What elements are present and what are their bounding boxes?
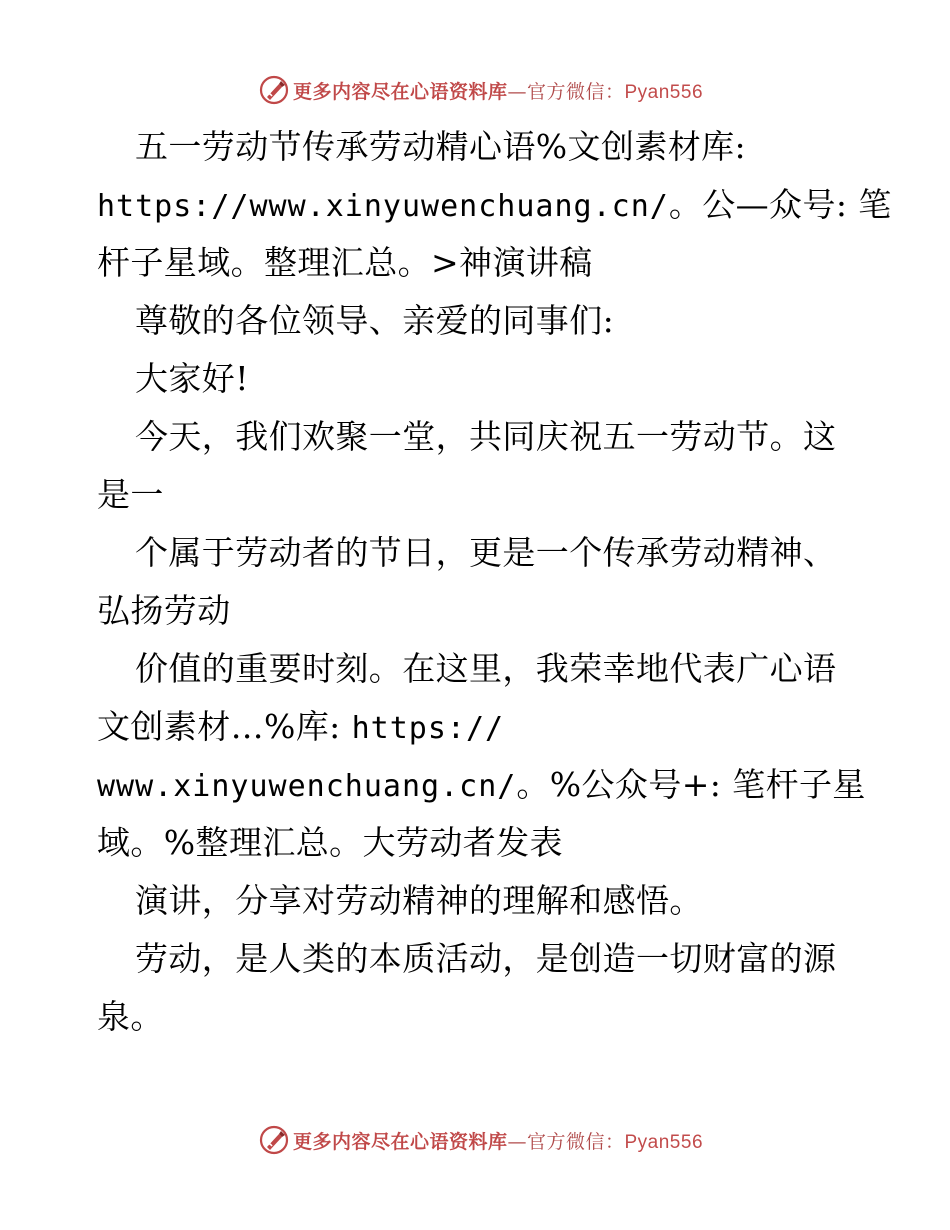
text-line bbox=[97, 756, 866, 814]
text-line: 弘扬劳动 bbox=[97, 591, 231, 630]
text-line: 个属于劳动者的节日，更是一个传承劳动精神、 bbox=[135, 533, 837, 572]
banner-sub-text: —官方微信： bbox=[507, 1130, 625, 1153]
text-segment: 文创素材…%库: bbox=[97, 707, 352, 746]
banner-main-text: 更多内容尽在心语资料库 bbox=[292, 80, 508, 103]
banner-sub-text: —官方微信： bbox=[507, 80, 625, 103]
url-text[interactable]: https://www.xinyuwenchuang.cn/ bbox=[97, 189, 669, 224]
banner-text bbox=[293, 1127, 703, 1154]
footer-banner bbox=[0, 1120, 950, 1160]
text-line bbox=[97, 176, 892, 234]
text-line: 域。%整理汇总。大劳动者发表 bbox=[97, 823, 563, 862]
banner-content[interactable] bbox=[259, 75, 703, 105]
text-line: 大家好! bbox=[135, 359, 249, 398]
text-line: 尊敬的各位领导、亲爱的同事们: bbox=[135, 301, 615, 340]
text-line: 今天，我们欢聚一堂，共同庆祝五一劳动节。这 bbox=[135, 417, 837, 456]
banner-content[interactable] bbox=[259, 1125, 703, 1155]
text-line: 演讲，分享对劳动精神的理解和感悟。 bbox=[135, 881, 703, 920]
banner-text bbox=[293, 77, 703, 104]
text-line: 是一 bbox=[97, 475, 164, 514]
banner-wechat-id: Pyan556 bbox=[624, 1131, 704, 1153]
url-text[interactable]: www.xinyuwenchuang.cn/ bbox=[97, 769, 517, 804]
text-line bbox=[97, 698, 857, 756]
text-line: 价值的重要时刻。在这里，我荣幸地代表广心语 bbox=[135, 649, 837, 688]
text-line: 杆子星域。整理汇总。>神演讲稿 bbox=[97, 243, 593, 282]
text-line: 劳动，是人类的本质活动，是创造一切财富的源 bbox=[135, 939, 837, 978]
document-body bbox=[97, 118, 892, 1046]
text-line: 五一劳动节传承劳动精心语%文创素材库: bbox=[135, 127, 747, 166]
pen-logo-icon bbox=[259, 1125, 289, 1155]
banner-main-text: 更多内容尽在心语资料库 bbox=[292, 1130, 508, 1153]
text-segment: 。%公众号+: 笔杆子星 bbox=[516, 765, 866, 804]
text-line: 泉。 bbox=[97, 997, 164, 1036]
banner-wechat-id: Pyan556 bbox=[624, 81, 704, 103]
pen-logo-icon bbox=[259, 75, 289, 105]
header-banner bbox=[0, 70, 950, 110]
text-segment: 。公—众号: 笔 bbox=[668, 185, 892, 224]
url-text[interactable]: https:// bbox=[351, 711, 505, 746]
